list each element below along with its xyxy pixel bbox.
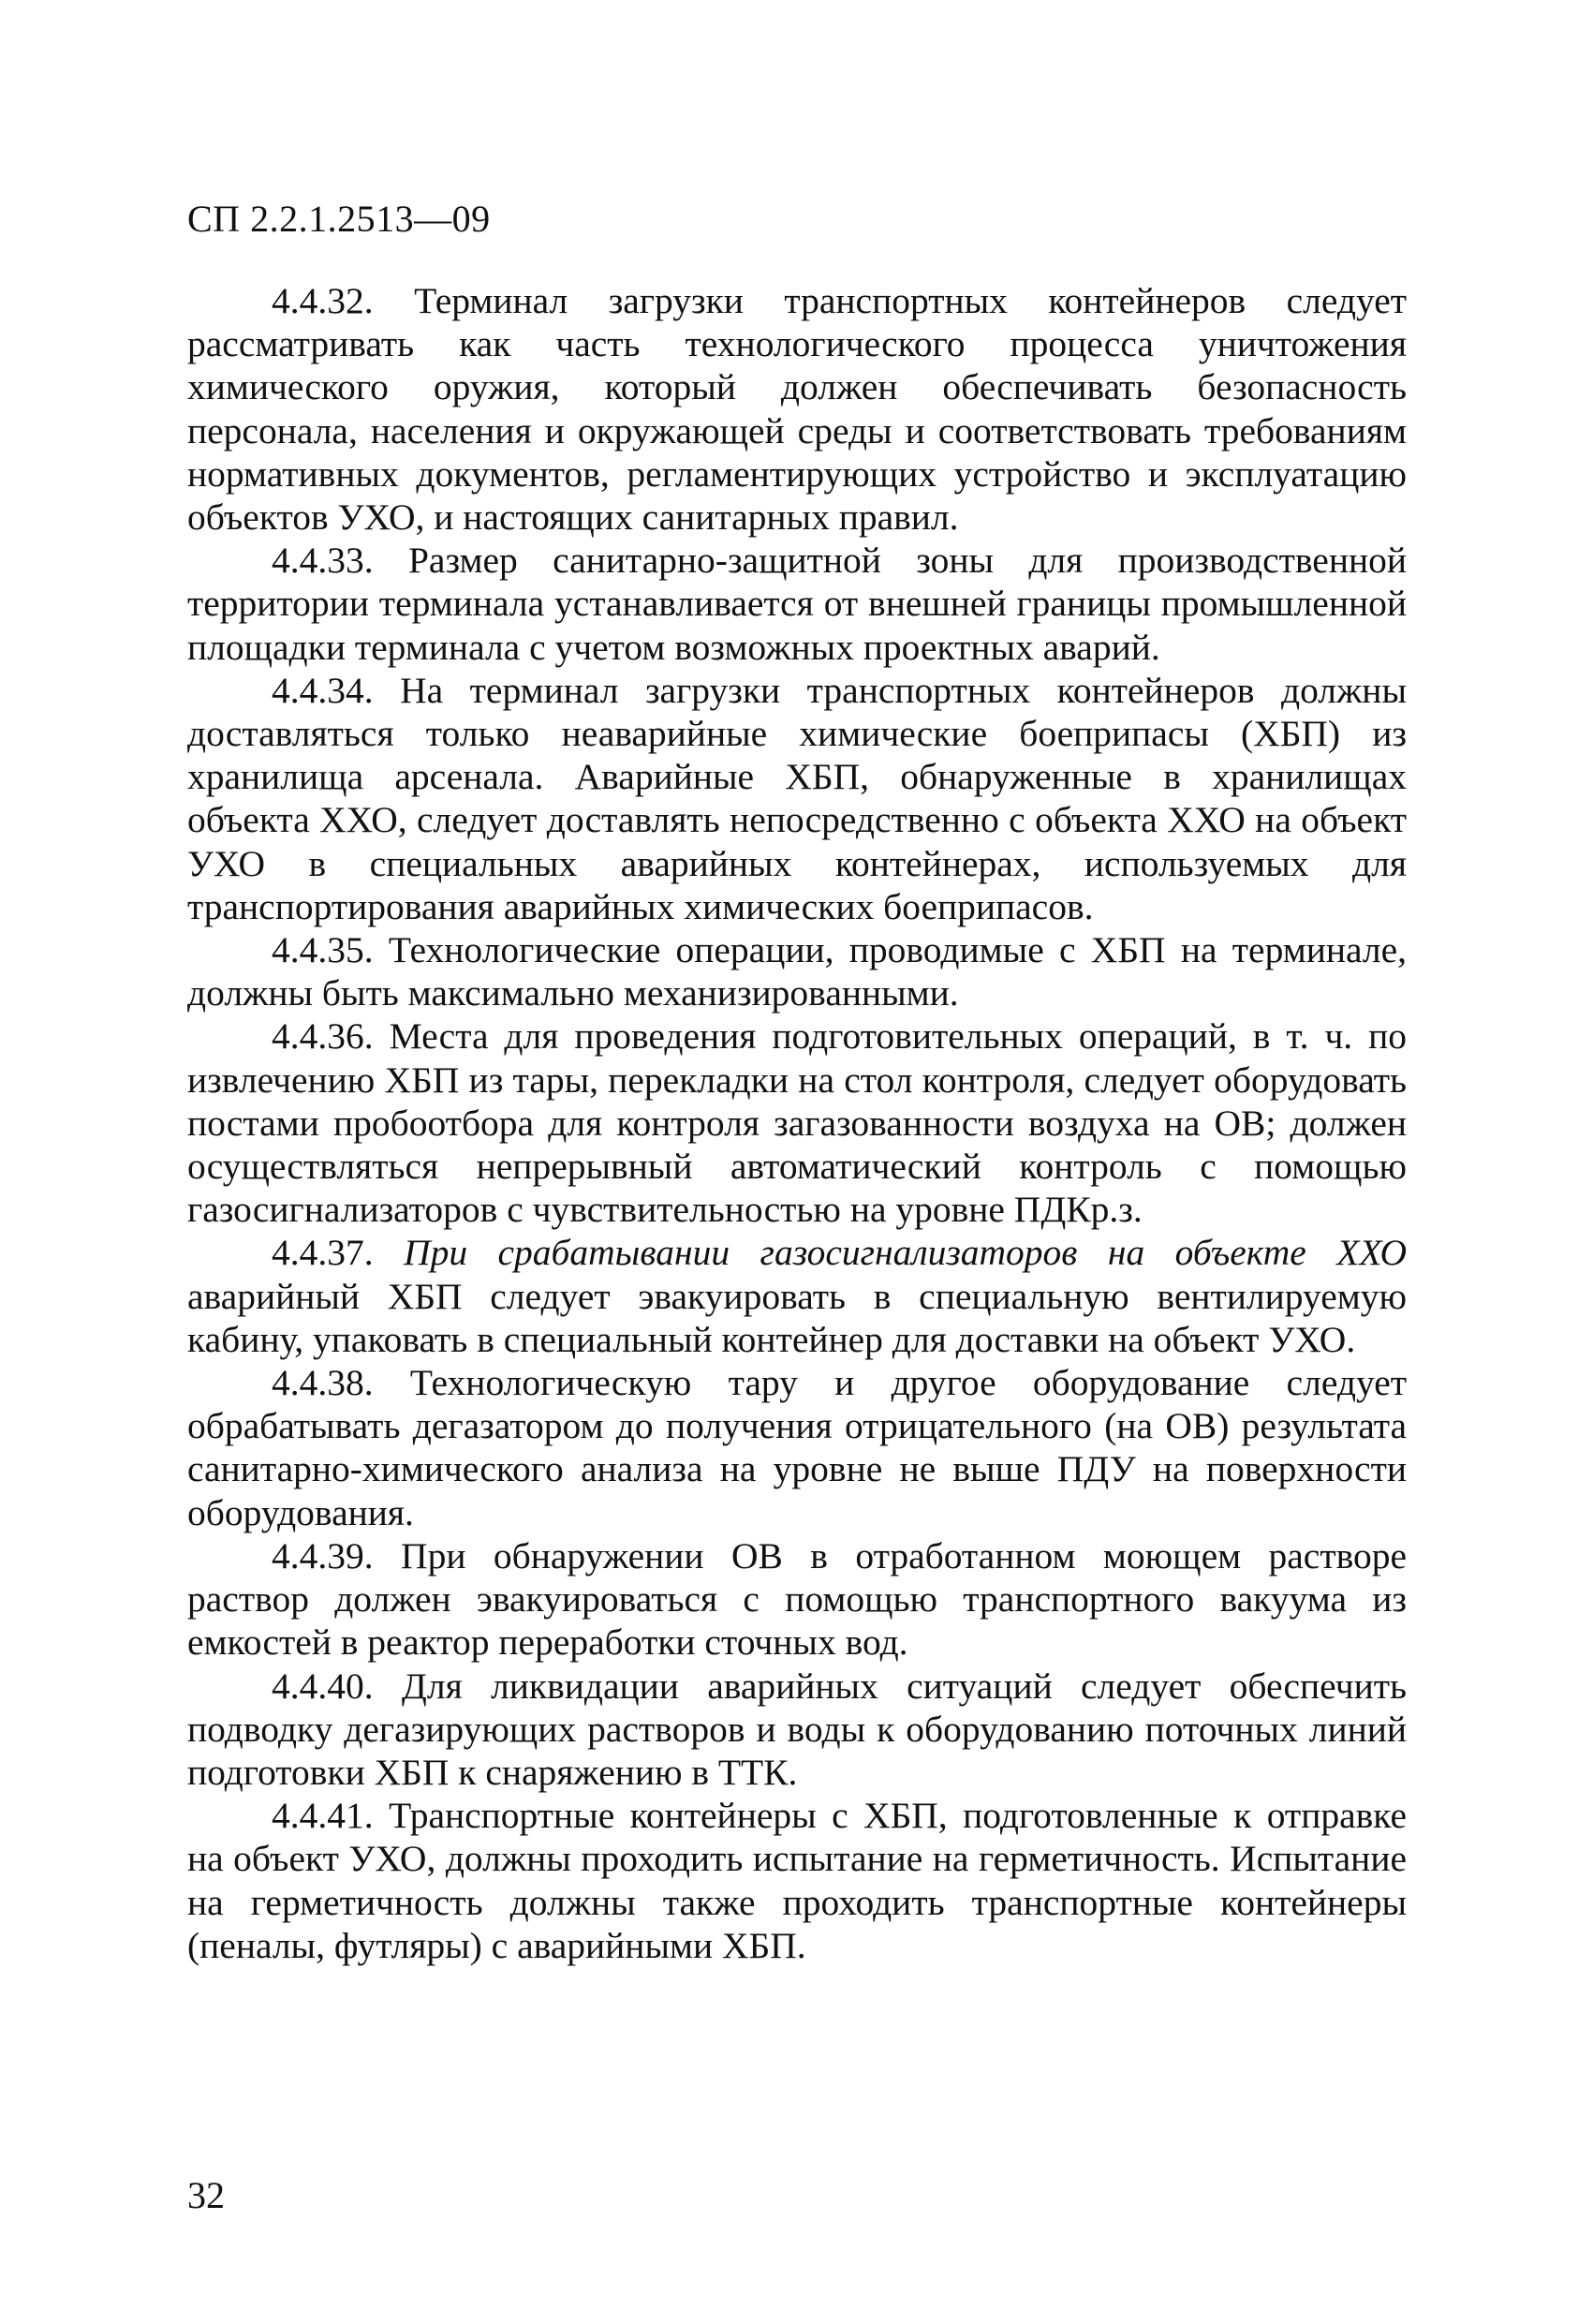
document-body xyxy=(187,279,1407,1967)
paragraph-number: 4.4.35. xyxy=(272,929,374,971)
paragraph-4-4-32 xyxy=(187,279,1407,539)
paragraph-text: Места для проведения подготовительных операций, в т. ч. по извлечению ХБП из тары, перекладки на стол контроля, следует оборудовать постами пробоотбора для контроля загазованности воздуха на ОВ; должен осуществляться непрерывный автоматический контроль с помощью газосигнализаторов с чувствительностью на уровне ПДКр.з. xyxy=(187,1015,1408,1231)
paragraph-number: 4.4.36. xyxy=(272,1015,374,1058)
paragraph-number: 4.4.38. xyxy=(272,1362,374,1404)
paragraph-number: 4.4.34. xyxy=(272,669,374,711)
paragraph-number: 4.4.37. xyxy=(272,1232,374,1274)
paragraph-text: Транспортные контейнеры с ХБП, подготовленные к отправке на объект УХО, должны проходить испытание на герметичность. Испытание на герметичность должны также проходить транспортные контейнеры (пеналы, футляры) с аварийными ХБП. xyxy=(187,1795,1408,1966)
paragraph-italic-text: При срабатывании газосигнализаторов на объекте ХХО xyxy=(404,1232,1407,1274)
paragraph-number: 4.4.33. xyxy=(272,540,374,582)
paragraph-number: 4.4.40. xyxy=(272,1665,374,1707)
paragraph-4-4-35 xyxy=(187,928,1407,1014)
document-code-header: СП 2.2.1.2513—09 xyxy=(187,198,491,240)
paragraph-number: 4.4.32. xyxy=(272,280,374,321)
paragraph-4-4-41 xyxy=(187,1794,1407,1967)
paragraph-text: Для ликвидации аварийных ситуаций следует обеспечить подводку дегазирующих растворов и воды к оборудованию поточных линий подготовки ХБП к снаряжению в ТТК. xyxy=(187,1665,1408,1793)
paragraph-text: Размер санитарно-защитной зоны для производственной территории терминала устанавливается от внешней границы промышленной площадки терминала с учетом возможных проектных аварий. xyxy=(187,540,1408,668)
paragraph-4-4-34 xyxy=(187,669,1407,928)
paragraph-4-4-38 xyxy=(187,1361,1407,1534)
paragraph-text: Технологические операции, проводимые с ХБП на терминале, должны быть максимально механизированными. xyxy=(187,929,1407,1014)
paragraph-text: Технологическую тару и другое оборудование следует обрабатывать дегазатором до получения отрицательного (на ОВ) результата санитарно-химического анализа на уровне не выше ПДУ на поверхности оборудования. xyxy=(187,1362,1407,1533)
paragraph-4-4-37 xyxy=(187,1231,1407,1361)
paragraph-4-4-40 xyxy=(187,1665,1407,1795)
paragraph-text: аварийный ХБП следует эвакуировать в специальную вентилируемую кабину, упаковать в специальный контейнер для доставки на объект УХО. xyxy=(187,1275,1407,1360)
paragraph-4-4-33 xyxy=(187,539,1407,669)
page-number: 32 xyxy=(187,2174,225,2216)
paragraph-text: Терминал загрузки транспортных контейнеров следует рассматривать как часть технологического процесса уничтожения химического оружия, который должен обеспечивать безопасность персонала, населения и окружающей среды и соответствовать требованиям нормативных документов, регламентирующих устройство и эксплуатацию объектов УХО, и настоящих санитарных правил. xyxy=(187,280,1407,539)
paragraph-text: На терминал загрузки транспортных контейнеров должны доставляться только неаварийные химические боеприпасы (ХБП) из хранилища арсенала. Аварийные ХБП, обнаруженные в хранилищах объекта ХХО, следует доставлять непосредственно с объекта ХХО на объект УХО в специальных аварийных контейнерах, используемых для транспортирования аварийных химических боеприпасов. xyxy=(187,669,1407,927)
paragraph-4-4-36 xyxy=(187,1014,1407,1231)
paragraph-number: 4.4.41. xyxy=(272,1795,374,1837)
paragraph-4-4-39 xyxy=(187,1534,1407,1665)
paragraph-number: 4.4.39. xyxy=(272,1534,374,1576)
paragraph-text: При обнаружении ОВ в отработанном моющем растворе раствор должен эвакуироваться с помощью транспортного вакуума из емкостей в реактор переработки сточных вод. xyxy=(187,1534,1407,1664)
